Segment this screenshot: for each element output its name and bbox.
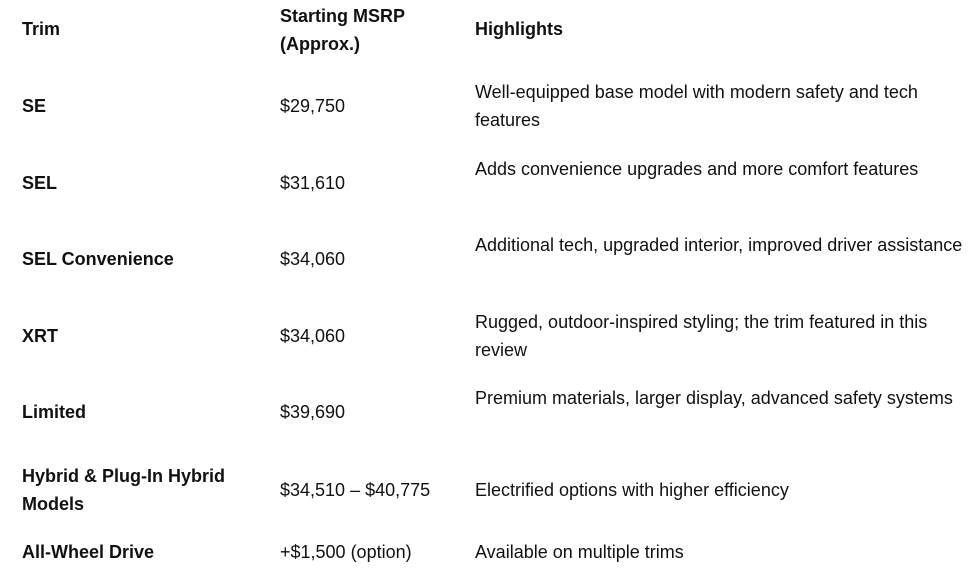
trim-highlights: Additional tech, upgraded interior, improved driver assistance [475, 235, 963, 255]
trim-msrp: $34,510 – $40,775 [280, 480, 431, 500]
header-highlights: Highlights [475, 19, 563, 39]
trim-msrp: $29,750 [280, 96, 346, 116]
trim-highlights: Well-equipped base model with modern safety and tech features [475, 82, 918, 130]
trim-highlights: Rugged, outdoor-inspired styling; the trim featured in this review [475, 312, 928, 360]
trim-name: SE [22, 96, 47, 116]
trim-highlights: Available on multiple trims [475, 542, 684, 562]
trim-msrp: +$1,500 (option) [280, 542, 412, 562]
trim-name: Hybrid & Plug-In Hybrid Models [22, 466, 226, 514]
header-trim: Trim [22, 19, 61, 39]
trim-msrp: $34,060 [280, 249, 346, 269]
trim-name: XRT [22, 326, 58, 346]
trim-name: SEL [22, 173, 58, 193]
trim-msrp: $31,610 [280, 173, 346, 193]
trim-name: All-Wheel Drive [22, 542, 155, 562]
header-msrp: Starting MSRP (Approx.) [280, 6, 405, 54]
trim-msrp: $34,060 [280, 326, 346, 346]
trim-msrp: $39,690 [280, 402, 346, 422]
trim-highlights: Electrified options with higher efficiency [475, 480, 789, 500]
trim-highlights: Adds convenience upgrades and more comfort features [475, 159, 919, 179]
trim-name: Limited [22, 402, 87, 422]
trim-highlights: Premium materials, larger display, advanced safety systems [475, 388, 953, 408]
trim-name: SEL Convenience [22, 249, 174, 269]
